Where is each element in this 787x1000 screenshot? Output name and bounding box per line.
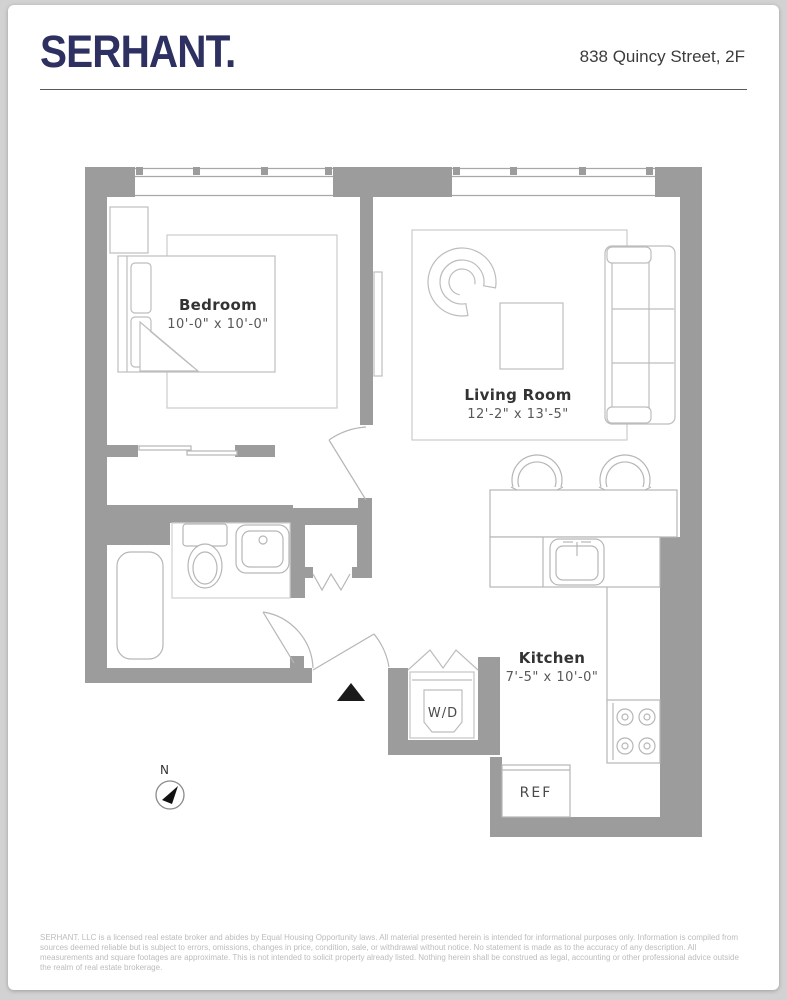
kitchen-fixtures [490,455,677,817]
bedroom-closet-sliding-doors [139,446,237,455]
counter-peninsula [490,490,677,537]
bedroom-dimensions: 10'-0" x 10'-0" [167,317,269,332]
bar-stool [599,455,651,490]
legal-disclaimer: SERHANT. LLC is a licensed real estate broker and abides by Equal Housing Opportunity laws. All material presented herein is intended for informational purposes only. Information is compiled from sources deemed reliable but is subject to errors, omissions, changes in price, condition, sale, or withdrawal without notice. No statement is made as to the accuracy of any description. All measurements and square footages are approximate. This is not intended to solicit property already listed. Nothing herein shall be construed as legal, accounting or other professional advice outside the realm of real estate brokerage. [40,933,739,972]
bedroom-door [329,427,366,500]
bathroom-sink [236,525,289,573]
living-room-window [452,167,655,196]
sofa [605,246,675,424]
pillow [131,263,151,313]
compass [156,763,184,809]
living-room-label: Living Room [464,386,572,404]
kitchen-sink [550,539,604,585]
dresser [110,207,148,253]
armchair [428,248,496,316]
bifold-doors [408,650,478,670]
hall-closet-bifold-doors [313,574,350,590]
bedroom-window [135,167,333,196]
entry-marker [337,683,365,701]
coffee-table [500,303,563,369]
washer-dryer-closet [408,650,478,738]
bar-stool [511,455,563,490]
bedroom-label: Bedroom [178,296,258,314]
living-room-dimensions: 12'-2" x 13'-5" [467,407,569,422]
washer-dryer-label: W/D [427,706,459,721]
compass-north-label: N [160,763,169,777]
kitchen-label: Kitchen [518,649,586,667]
listing-address: 838 Quincy Street, 2F [579,47,745,66]
serhant-logo: SERHANT. [40,26,236,77]
stove [607,700,660,763]
bathtub [117,552,163,659]
kitchen-dimensions: 7'-5" x 10'-0" [505,670,599,685]
wall-art [374,272,382,376]
refrigerator-label: REF [519,785,553,801]
entry-door [313,634,389,670]
